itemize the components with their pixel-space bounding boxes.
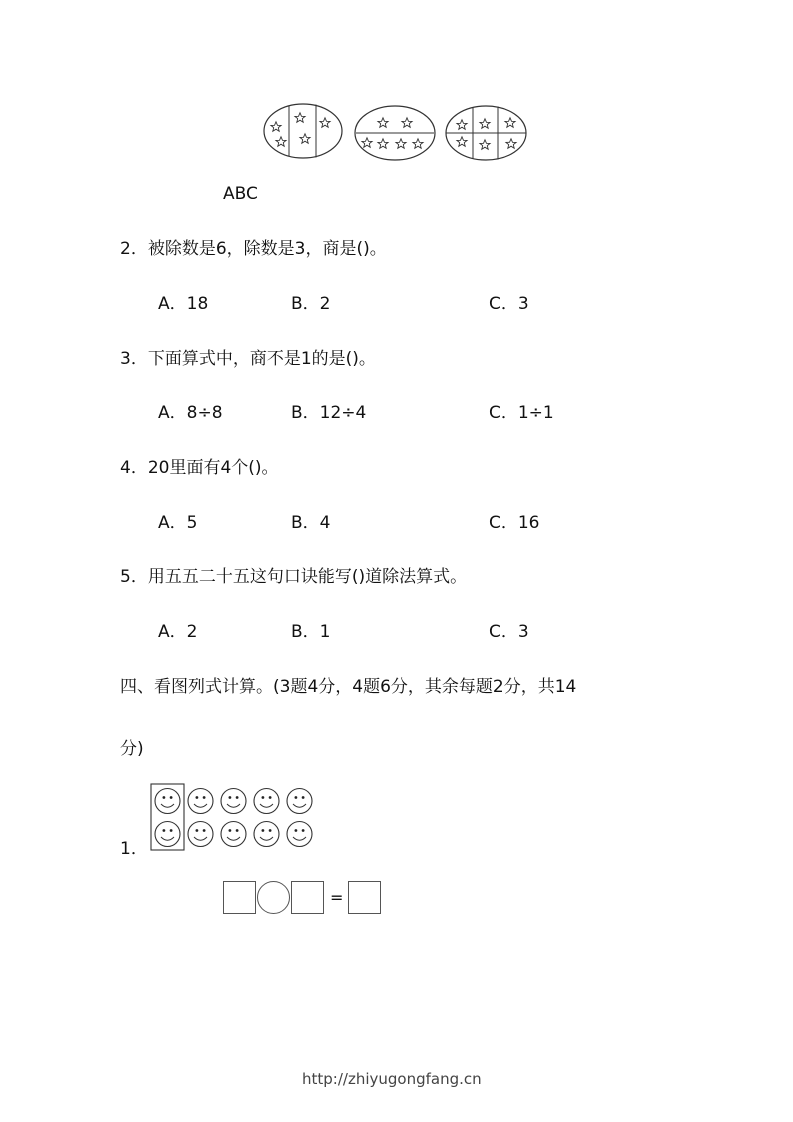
question-3-option-c[interactable]: C．1÷1 (489, 403, 554, 423)
smiley-icon (221, 789, 246, 814)
smiley-icon (287, 789, 312, 814)
smiley-icon (254, 789, 279, 814)
question-2-option-a[interactable]: A．18 (158, 294, 209, 314)
question-4-option-a[interactable]: A．5 (158, 513, 198, 533)
question-3-stem: 3．下面算式中，商不是1的是()。 (120, 349, 376, 369)
operator-circle[interactable] (257, 881, 290, 914)
question-5-option-b[interactable]: B．1 (291, 622, 331, 642)
section-4-heading-continued: 分) (120, 739, 144, 759)
footer-url[interactable]: http://zhiyugongfang.cn (302, 1070, 482, 1088)
section-4-question-1-label: 1． (120, 839, 148, 859)
smiley-icon (221, 822, 246, 847)
question-2-option-b[interactable]: B．2 (291, 294, 331, 314)
question-5-stem: 5．用五五二十五这句口诀能写()道除法算式。 (120, 567, 468, 587)
question-3-option-a[interactable]: A．8÷8 (158, 403, 223, 423)
question-4-option-b[interactable]: B．4 (291, 513, 331, 533)
answer-box-2[interactable] (291, 881, 324, 914)
smiley-icon (287, 822, 312, 847)
smiley-icon (188, 822, 213, 847)
question-3-option-b[interactable]: B．12÷4 (291, 403, 367, 423)
answer-box-result[interactable] (348, 881, 381, 914)
question-4-option-c[interactable]: C．16 (489, 513, 540, 533)
equals-sign: = (330, 888, 344, 907)
question-4-stem: 4．20里面有4个()。 (120, 458, 279, 478)
smiley-icon (155, 789, 180, 814)
question-5-option-c[interactable]: C．3 (489, 622, 529, 642)
answer-box-1[interactable] (223, 881, 256, 914)
question-5-option-a[interactable]: A．2 (158, 622, 198, 642)
smiley-icon (254, 822, 279, 847)
question-2-option-c[interactable]: C．3 (489, 294, 529, 314)
question-2-stem: 2．被除数是6，除数是3，商是()。 (120, 239, 387, 259)
figure-labels: ABC (223, 184, 258, 204)
section-4-heading: 四、看图列式计算。(3题4分，4题6分，其余每题2分，共14 (120, 677, 577, 697)
smiley-icon (155, 822, 180, 847)
smiley-icon (188, 789, 213, 814)
